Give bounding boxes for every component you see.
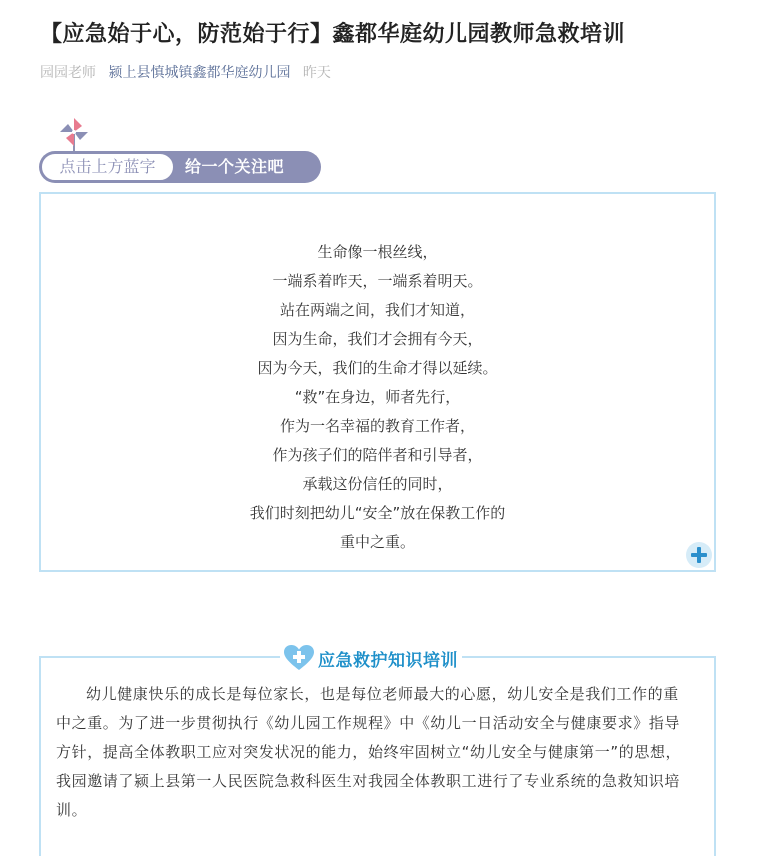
heart-plus-icon	[284, 645, 314, 671]
article-meta	[40, 62, 339, 84]
article-title: 【应急始于心，防范始于行】鑫都华庭幼儿园教师急救培训	[40, 22, 626, 47]
pinwheel-icon	[58, 116, 90, 156]
account-link[interactable]: 颍上县慎城镇鑫都华庭幼儿园	[108, 65, 291, 81]
author-name: 园园老师	[40, 65, 96, 81]
section-heading	[280, 644, 462, 672]
plus-icon	[689, 545, 709, 565]
poem-line: 作为孩子们的陪伴者和引导者，	[272, 446, 483, 464]
expand-button[interactable]	[686, 542, 712, 568]
poem-line: 生命像一根丝线，	[317, 243, 438, 261]
poem-line: 重中之重。	[339, 533, 415, 551]
poem-line: 站在两端之间，我们才知道，	[279, 301, 475, 319]
poem-line: 因为今天，我们的生命才得以延续。	[257, 359, 498, 377]
follow-banner[interactable]	[39, 151, 321, 183]
follow-hint-label[interactable]: 点击上方蓝字	[41, 153, 174, 181]
poem-line: 作为一名幸福的教育工作者，	[279, 417, 475, 435]
poem-line: 我们时刻把幼儿“安全”放在保教工作的	[249, 504, 506, 522]
poem-line: 因为生命，我们才会拥有今天，	[272, 330, 483, 348]
section-title: 应急救护知识培训	[318, 650, 458, 671]
publish-time: 昨天	[302, 65, 331, 81]
follow-call-label[interactable]: 给一个关注吧	[185, 157, 285, 176]
poem-line: 承载这份信任的同时，	[302, 475, 453, 493]
poem-text	[41, 238, 714, 557]
poem-line: “救”在身边，师者先行，	[294, 388, 461, 406]
section-paragraph: 幼儿健康快乐的成长是每位家长，也是每位老师最大的心愿，幼儿安全是我们工作的重中之重。为了进一步贯彻执行《幼儿园工作规程》中《幼儿一日活动安全与健康要求》指导方针，提高全体教职工应对突发状况的能力，始终牢固树立“幼儿安全与健康第一”的思想，我园邀请了颍上县第一人民医院急救科医生对我园全体教职工进行了专业系统的急救知识培训。	[56, 685, 682, 819]
poem-card	[39, 192, 716, 572]
poem-line: 一端系着昨天，一端系着明天。	[272, 272, 483, 290]
